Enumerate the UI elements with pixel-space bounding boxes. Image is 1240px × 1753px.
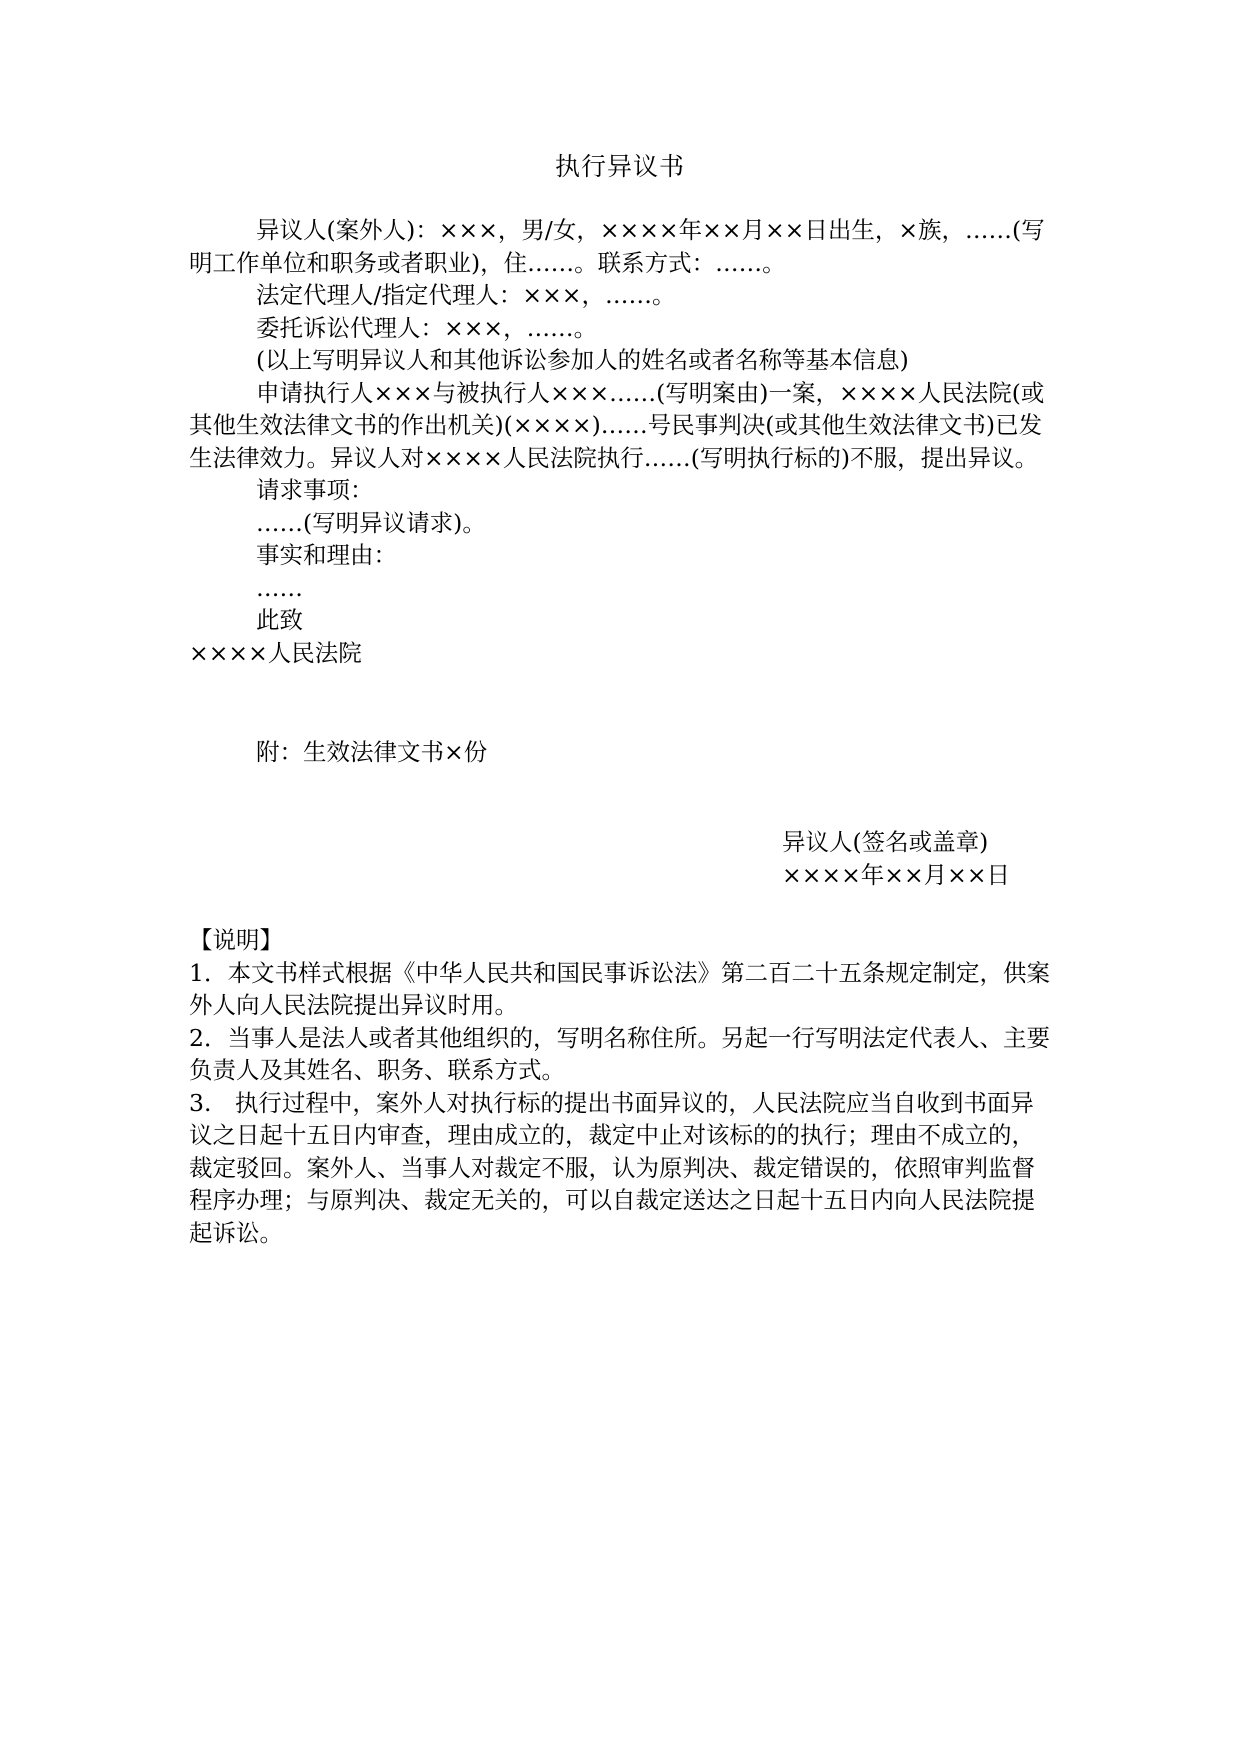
case-description: 申请执行人×××与被执行人×××……(写明案由)一案，××××人民法院(或其他生效法律文书的作出机关)(××××)……号民事判决(或其他生效法律文书)已发生法律效力。异议人对××××人民法院执行……(写明执行标的)不服，提出异议。 [189,378,1045,472]
notes-heading: 【说明】 [189,926,283,954]
party-info-note: (以上写明异议人和其他诉讼参加人的姓名或者名称等基本信息) [256,346,909,374]
party-info-section [189,214,1057,669]
salutation: 此致 [256,606,303,634]
facts-heading: 事实和理由： [256,541,397,569]
note-item: 2．当事人是法人或者其他组织的，写明名称住所。另起一行写明法定代表人、主要负责人及其姓名、职务、联系方式。 [189,1023,1050,1084]
signer-line: 异议人(签名或盖章) [782,828,989,856]
note-item: 3. 执行过程中，案外人对执行标的提出书面异议的，人民法院应当自收到书面异议之日起十五日内审查，理由成立的，裁定中止对该标的的执行；理由不成立的，裁定驳回。案外人、当事人对裁定不服，认为原判决、裁定错误的，依照审判监督程序办理；与原判决、裁定无关的，可以自裁定送达之日起十五日内向人民法院提起诉讼。 [189,1088,1035,1247]
entrusted-agent: 委托诉讼代理人：×××，……。 [256,313,598,342]
note-item: 1．本文书样式根据《中华人民共和国民事诉讼法》第二百二十五条规定制定，供案外人向人民法院提出异议时用。 [189,958,1050,1019]
document-title: 执行异议书 [554,152,685,181]
addressee-court: ××××人民法院 [189,638,362,667]
legal-representative: 法定代理人/指定代理人：×××，……。 [256,281,676,309]
notes-section [189,924,1057,1249]
attachment-section [189,736,1057,769]
facts-content: …… [256,573,303,602]
claims-content: ……(写明异议请求)。 [256,508,486,537]
attachment-line: 附：生效法律文书×份 [256,738,488,766]
date-line: ××××年××月××日 [782,860,1011,889]
signature-block [782,826,1010,891]
claims-heading: 请求事项： [256,476,374,504]
objector-info: 异议人(案外人)：×××，男/女，××××年××月××日出生，×族，……(写明工作单位和职务或者职业)，住……。联系方式：……。 [189,216,1045,277]
